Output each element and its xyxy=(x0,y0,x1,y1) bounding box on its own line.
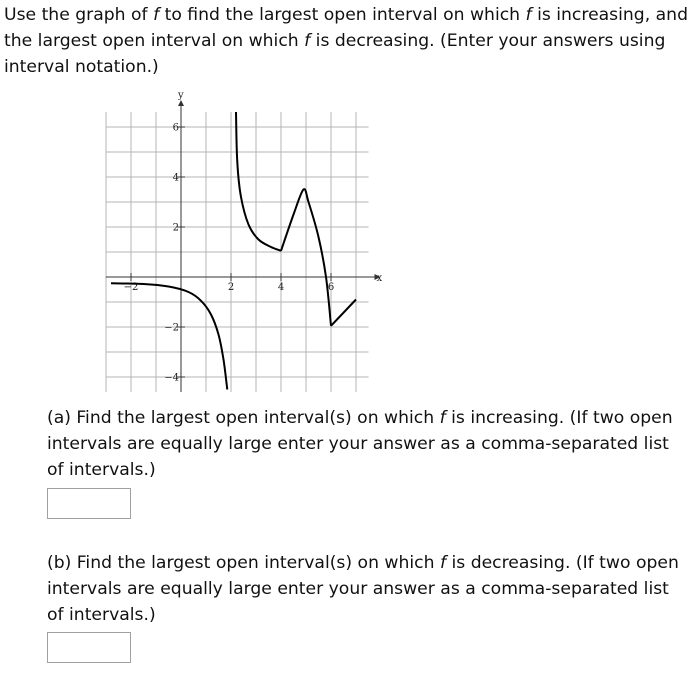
answer-a-input[interactable] xyxy=(47,488,131,519)
y-tick-label: −2 xyxy=(164,322,179,334)
axes xyxy=(106,100,381,392)
y-axis-label: y xyxy=(178,90,184,101)
function-symbol: f xyxy=(153,5,160,25)
function-symbol: f xyxy=(304,31,311,51)
function-graph xyxy=(86,88,386,398)
function-symbol: f xyxy=(439,408,446,428)
function-curve xyxy=(111,112,356,390)
x-tick-label: 6 xyxy=(327,282,335,293)
function-symbol: f xyxy=(525,5,532,25)
curve-right-branch xyxy=(236,112,281,251)
y-tick-label: −4 xyxy=(164,372,179,384)
curve-tail xyxy=(331,300,356,326)
x-tick-label: 4 xyxy=(277,282,285,293)
question-a: (a) Find the largest open interval(s) on which f is increasing. (If two open intervals are equally large enter your answer as a comma-separated list of intervals.) xyxy=(47,408,673,480)
answer-b-input[interactable] xyxy=(47,632,131,663)
problem-statement: Use the graph of f to find the largest open interval on which f is increasing, and the largest open interval on which f is decreasing. (Enter your answers using interval notation.) xyxy=(4,5,688,77)
y-tick-label: 2 xyxy=(172,222,179,234)
y-tick-label: 6 xyxy=(172,122,179,134)
tick-labels xyxy=(124,123,335,384)
function-symbol: f xyxy=(439,553,447,573)
x-tick-label: −2 xyxy=(123,282,139,293)
y-tick-label: 4 xyxy=(172,172,179,184)
question-b: (b) Find the largest open interval(s) on which f is decreasing. (If two open intervals are equally large enter your answer as a comma-separated list of intervals.) xyxy=(47,553,679,625)
x-tick-label: 2 xyxy=(227,282,235,293)
x-axis-label: x xyxy=(376,273,383,284)
